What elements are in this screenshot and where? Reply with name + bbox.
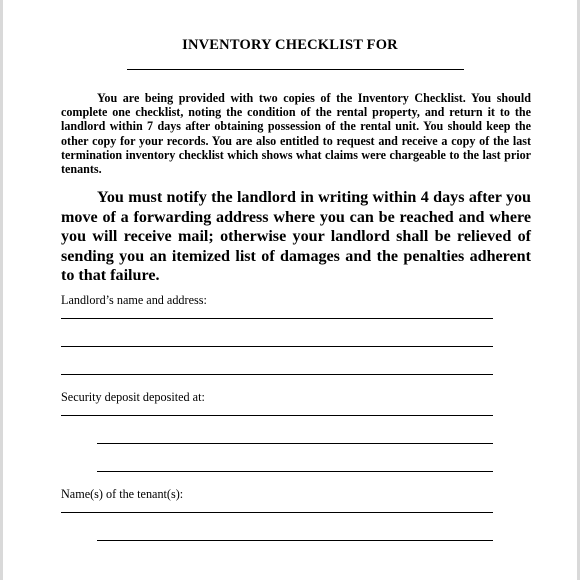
tenants-line-1 xyxy=(61,512,493,513)
title-blank-line xyxy=(127,69,464,70)
landlord-line-2 xyxy=(61,346,493,347)
deposit-line-3 xyxy=(97,471,493,472)
landlord-line-1 xyxy=(61,318,493,319)
page-edge-left xyxy=(0,0,3,580)
deposit-line-1 xyxy=(61,415,493,416)
deposit-label: Security deposit deposited at: xyxy=(61,390,205,404)
document-title: INVENTORY CHECKLIST FOR xyxy=(182,37,398,53)
landlord-line-3 xyxy=(61,374,493,375)
tenants-label: Name(s) of the tenant(s): xyxy=(61,487,184,501)
notice-paragraph: You must notify the landlord in writing within 4 days after you move of a forwarding address where you can be reached and where you will receive mail; otherwise your landlord shall be relieved of sending you an itemized list of damages and the penalties adherent to that failure. xyxy=(61,189,531,285)
landlord-label: Landlord’s name and address: xyxy=(61,293,207,307)
deposit-line-2 xyxy=(97,443,493,444)
tenants-line-2 xyxy=(97,540,493,541)
intro-paragraph: You are being provided with two copies of the Inventory Checklist. You should complete one checklist, noting the condition of the rental property, and return it to the landlord within 7 days after obtaining possession of the rental unit. You should keep the other copy for your records. You are also entitled to request and receive a copy of the last termination inventory checklist which shows what claims were chargeable to the last prior tenants. xyxy=(61,91,531,177)
